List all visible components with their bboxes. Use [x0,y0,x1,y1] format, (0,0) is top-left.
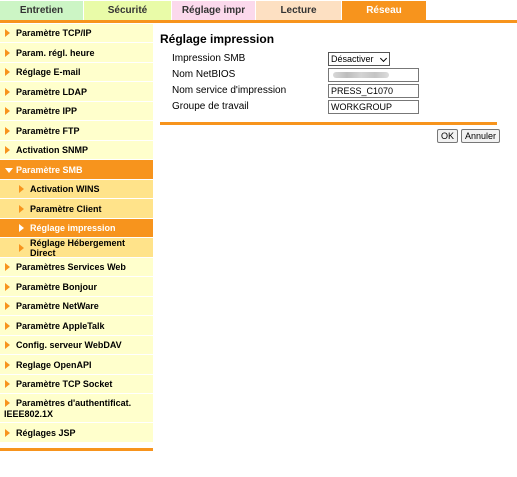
tab-underline [0,20,517,23]
sidebar-item-label: Reglage OpenAPI [16,359,92,370]
cancel-button[interactable]: Annuler [461,129,500,143]
sidebar-item-label: Paramètres Services Web [16,262,126,272]
sidebar-subitem-hebergement[interactable] [0,238,153,258]
arrow-right-icon [5,322,10,330]
ok-button[interactable]: OK [437,129,458,143]
sidebar-item-label: Paramètre NetWare [16,301,99,311]
field-label: Nom NetBIOS [172,69,236,80]
arrow-right-icon [5,361,10,369]
arrow-right-icon [19,205,24,213]
print-service-name-input[interactable]: PRESS_C1070 [328,84,419,98]
field-row-service-name [160,83,496,99]
page-title: Réglage impression [160,32,275,46]
sidebar-item-bonjour[interactable] [0,277,153,297]
chevron-down-icon [380,55,387,62]
arrow-right-icon [5,399,10,407]
arrow-right-icon [5,429,10,437]
sidebar-item-openapi[interactable] [0,355,153,375]
sidebar-item-label: Réglage E-mail [16,67,81,77]
sidebar-item-label: Paramètre SMB [16,164,83,175]
sidebar-item-label: Paramètre Bonjour [16,281,98,292]
sidebar-item-label: Réglage Hébergement Direct [30,237,126,258]
tab-securite[interactable]: Sécurité [84,0,172,20]
workgroup-input[interactable]: WORKGROUP [328,100,419,114]
sidebar-item-label: Paramètre Client [30,203,102,214]
sidebar-item-smb[interactable] [0,160,153,180]
sidebar-item-label-line1: Paramètres d'authentificat. [16,398,132,408]
field-label: Groupe de travail [172,101,249,112]
arrow-right-icon [19,244,24,252]
arrow-right-icon [5,146,10,154]
content-divider [160,122,497,125]
sidebar-item-label: Paramètre AppleTalk [16,320,105,331]
sidebar-item-ldap[interactable] [0,82,153,102]
sidebar-item-email[interactable] [0,63,153,82]
arrow-right-icon [5,29,10,37]
tab-entretien[interactable]: Entretien [0,0,84,20]
smb-print-select[interactable] [328,52,390,66]
sidebar-item-label: Paramètre FTP [16,125,80,136]
sidebar-item-ipp[interactable] [0,102,153,121]
action-buttons [437,129,500,143]
sidebar-item-label-line2: IEEE802.1X [4,409,54,419]
main-panel [160,28,496,115]
sidebar-subitem-impression[interactable] [0,219,153,238]
sidebar-item-label: Paramètre LDAP [16,86,88,97]
sidebar-item-label: Paramètre IPP [16,106,78,116]
field-label: Impression SMB [172,53,246,64]
arrow-right-icon [5,302,10,310]
arrow-down-icon [5,168,13,173]
arrow-right-icon [19,185,24,193]
top-tab-bar [0,0,517,24]
sidebar-item-label: Paramètre TCP/IP [16,28,92,38]
sidebar-subitem-wins[interactable] [0,180,153,199]
sidebar-item-ftp[interactable] [0,121,153,141]
field-row-smb-print [160,51,496,67]
arrow-right-icon [5,263,10,271]
sidebar-subitem-client[interactable] [0,199,153,219]
sidebar-item-netware[interactable] [0,297,153,316]
tab-reseau[interactable]: Réseau [342,0,426,20]
arrow-right-icon [5,127,10,135]
sidebar-item-label: Activation SNMP [16,145,89,155]
arrow-right-icon [5,341,10,349]
field-row-netbios [160,67,496,83]
sidebar-item-tcp-socket[interactable] [0,375,153,394]
select-value: Désactiver [331,54,374,64]
sidebar-item-label: Activation WINS [30,184,100,194]
sidebar-item-appletalk[interactable] [0,316,153,336]
sidebar-item-jsp[interactable] [0,423,153,443]
arrow-right-icon [5,380,10,388]
sidebar-item-label: Paramètre TCP Socket [16,379,113,389]
sidebar-item-ieee8021x[interactable] [0,394,153,423]
sidebar-item-snmp[interactable] [0,141,153,160]
sidebar-item-heure[interactable] [0,43,153,63]
redacted-value [333,72,389,78]
arrow-right-icon [5,88,10,96]
field-row-workgroup [160,99,496,115]
field-label: Nom service d'impression [172,85,287,96]
tab-lecture[interactable]: Lecture [256,0,342,20]
sidebar-item-label: Réglages JSP [16,427,76,438]
sidebar-bottom-line [0,448,153,451]
sidebar-item-label: Config. serveur WebDAV [16,340,122,350]
arrow-right-icon [5,49,10,57]
sidebar-item-tcpip[interactable] [0,24,153,43]
arrow-right-icon [5,68,10,76]
sidebar-item-services-web[interactable] [0,258,153,277]
arrow-right-icon [5,283,10,291]
sidebar-item-label: Param. régl. heure [16,47,95,58]
sidebar-menu [0,24,153,443]
netbios-input[interactable] [328,68,419,82]
sidebar-item-webdav[interactable] [0,336,153,355]
tab-reglage-impr[interactable]: Réglage impr [172,0,256,20]
arrow-right-icon [19,224,24,232]
arrow-right-icon [5,107,10,115]
sidebar-item-label: Réglage impression [30,223,116,233]
